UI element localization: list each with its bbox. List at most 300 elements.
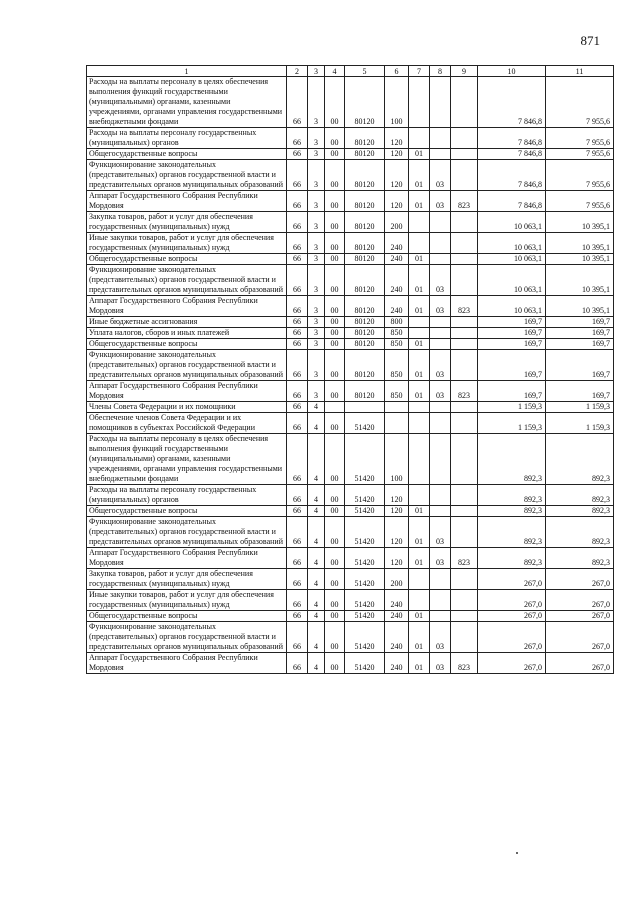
target-article-cell: 51420 <box>345 485 385 506</box>
section-cell: 01 <box>409 265 430 296</box>
row-name-cell: Общегосударственные вопросы <box>87 506 287 517</box>
section-code-cell: 3 <box>308 191 325 212</box>
amount-year1-cell: 267,0 <box>478 611 546 622</box>
section-code-cell: 4 <box>308 569 325 590</box>
table-row <box>87 191 614 212</box>
table-row <box>87 233 614 254</box>
row-name-cell: Функционирование законодательных (представительных) органов государственной власти и представительных органов муниципальных образований <box>87 350 287 381</box>
ministry-code-cell: 823 <box>451 548 478 569</box>
section-code-cell: 4 <box>308 548 325 569</box>
target-article-cell: 80120 <box>345 339 385 350</box>
section-code-cell: 3 <box>308 149 325 160</box>
page-number: 871 <box>580 33 600 48</box>
admin-code-cell: 66 <box>287 233 308 254</box>
expense-type-cell: 240 <box>385 233 409 254</box>
admin-code-cell: 66 <box>287 339 308 350</box>
amount-year2-cell: 169,7 <box>546 381 614 402</box>
expense-type-cell <box>385 413 409 434</box>
row-name-cell: Функционирование законодательных (представительных) органов государственной власти и представительных органов муниципальных образований <box>87 160 287 191</box>
amount-year1-cell: 892,3 <box>478 548 546 569</box>
admin-code-cell: 66 <box>287 317 308 328</box>
subsection-code-cell: 00 <box>325 548 345 569</box>
amount-year1-cell: 7 846,8 <box>478 149 546 160</box>
subsection-code-cell: 00 <box>325 506 345 517</box>
expense-type-cell: 120 <box>385 548 409 569</box>
amount-year2-cell: 267,0 <box>546 611 614 622</box>
expense-type-cell: 850 <box>385 381 409 402</box>
subsection-code-cell: 00 <box>325 233 345 254</box>
amount-year1-cell: 10 063,1 <box>478 254 546 265</box>
expense-type-cell: 240 <box>385 590 409 611</box>
subsection-cell <box>430 317 451 328</box>
target-article-cell: 80120 <box>345 160 385 191</box>
admin-code-cell: 66 <box>287 653 308 674</box>
table-row <box>87 317 614 328</box>
row-name-cell: Общегосударственные вопросы <box>87 149 287 160</box>
subsection-cell: 03 <box>430 381 451 402</box>
subsection-cell <box>430 611 451 622</box>
section-cell: 01 <box>409 296 430 317</box>
table-row <box>87 413 614 434</box>
expense-type-cell: 120 <box>385 485 409 506</box>
ministry-code-cell <box>451 517 478 548</box>
subsection-code-cell: 00 <box>325 149 345 160</box>
amount-year2-cell: 10 395,1 <box>546 265 614 296</box>
admin-code-cell: 66 <box>287 265 308 296</box>
table-row <box>87 339 614 350</box>
expense-type-cell: 120 <box>385 149 409 160</box>
target-article-cell: 80120 <box>345 128 385 149</box>
row-name-cell: Обеспечение членов Совета Федерации и их помощников в субъектах Российской Федерации <box>87 413 287 434</box>
table-row <box>87 653 614 674</box>
expense-type-cell: 200 <box>385 212 409 233</box>
amount-year1-cell: 7 846,8 <box>478 191 546 212</box>
row-name-cell: Функционирование законодательных (представительных) органов государственной власти и представительных органов муниципальных образований <box>87 622 287 653</box>
subsection-code-cell: 00 <box>325 653 345 674</box>
section-cell <box>409 317 430 328</box>
section-cell: 01 <box>409 653 430 674</box>
table-row <box>87 506 614 517</box>
row-name-cell: Закупка товаров, работ и услуг для обеспечения государственных (муниципальных) нужд <box>87 569 287 590</box>
ministry-code-cell <box>451 413 478 434</box>
section-cell <box>409 212 430 233</box>
ministry-code-cell <box>451 339 478 350</box>
amount-year1-cell: 1 159,3 <box>478 413 546 434</box>
ministry-code-cell <box>451 77 478 128</box>
section-code-cell: 4 <box>308 590 325 611</box>
amount-year2-cell: 10 395,1 <box>546 254 614 265</box>
target-article-cell: 80120 <box>345 77 385 128</box>
section-code-cell: 3 <box>308 77 325 128</box>
column-header: 1 <box>87 66 287 77</box>
target-article-cell: 80120 <box>345 265 385 296</box>
amount-year2-cell: 169,7 <box>546 317 614 328</box>
row-name-cell: Закупка товаров, работ и услуг для обеспечения государственных (муниципальных) нужд <box>87 212 287 233</box>
section-cell: 01 <box>409 611 430 622</box>
ministry-code-cell <box>451 317 478 328</box>
amount-year1-cell: 169,7 <box>478 317 546 328</box>
subsection-code-cell: 00 <box>325 611 345 622</box>
subsection-code-cell: 00 <box>325 328 345 339</box>
section-cell <box>409 569 430 590</box>
section-cell <box>409 402 430 413</box>
admin-code-cell: 66 <box>287 160 308 191</box>
column-header: 6 <box>385 66 409 77</box>
expense-type-cell: 240 <box>385 622 409 653</box>
subsection-code-cell: 00 <box>325 77 345 128</box>
admin-code-cell: 66 <box>287 149 308 160</box>
amount-year1-cell: 169,7 <box>478 339 546 350</box>
section-cell: 01 <box>409 517 430 548</box>
amount-year1-cell: 1 159,3 <box>478 402 546 413</box>
amount-year2-cell: 7 955,6 <box>546 160 614 191</box>
expense-type-cell <box>385 402 409 413</box>
section-cell <box>409 128 430 149</box>
amount-year2-cell: 267,0 <box>546 590 614 611</box>
row-name-cell: Аппарат Государственного Собрания Республики Мордовия <box>87 191 287 212</box>
amount-year1-cell: 169,7 <box>478 328 546 339</box>
admin-code-cell: 66 <box>287 590 308 611</box>
ministry-code-cell <box>451 350 478 381</box>
section-code-cell: 4 <box>308 434 325 485</box>
subsection-cell <box>430 434 451 485</box>
column-header: 11 <box>546 66 614 77</box>
amount-year1-cell: 267,0 <box>478 590 546 611</box>
table-row <box>87 622 614 653</box>
admin-code-cell: 66 <box>287 212 308 233</box>
ministry-code-cell <box>451 254 478 265</box>
expense-type-cell: 200 <box>385 569 409 590</box>
subsection-cell: 03 <box>430 622 451 653</box>
table-row <box>87 212 614 233</box>
section-code-cell: 3 <box>308 350 325 381</box>
subsection-cell <box>430 212 451 233</box>
subsection-code-cell <box>325 402 345 413</box>
subsection-cell <box>430 590 451 611</box>
table-row <box>87 485 614 506</box>
expense-type-cell: 240 <box>385 254 409 265</box>
section-cell: 01 <box>409 381 430 402</box>
table-row <box>87 402 614 413</box>
amount-year2-cell: 7 955,6 <box>546 191 614 212</box>
subsection-cell <box>430 328 451 339</box>
amount-year2-cell: 7 955,6 <box>546 128 614 149</box>
expense-type-cell: 850 <box>385 350 409 381</box>
table-row <box>87 149 614 160</box>
section-cell: 01 <box>409 548 430 569</box>
subsection-cell <box>430 254 451 265</box>
amount-year1-cell: 892,3 <box>478 434 546 485</box>
amount-year1-cell: 7 846,8 <box>478 160 546 191</box>
expense-type-cell: 100 <box>385 434 409 485</box>
expense-type-cell: 240 <box>385 296 409 317</box>
table-row <box>87 160 614 191</box>
row-name-cell: Аппарат Государственного Собрания Республики Мордовия <box>87 653 287 674</box>
ministry-code-cell: 823 <box>451 381 478 402</box>
admin-code-cell: 66 <box>287 77 308 128</box>
amount-year2-cell: 267,0 <box>546 653 614 674</box>
subsection-code-cell: 00 <box>325 517 345 548</box>
target-article-cell: 80120 <box>345 254 385 265</box>
target-article-cell: 51420 <box>345 611 385 622</box>
row-name-cell: Расходы на выплаты персоналу государственных (муниципальных) органов <box>87 485 287 506</box>
ministry-code-cell <box>451 149 478 160</box>
amount-year2-cell: 169,7 <box>546 339 614 350</box>
amount-year2-cell: 7 955,6 <box>546 149 614 160</box>
column-header: 9 <box>451 66 478 77</box>
subsection-code-cell: 00 <box>325 413 345 434</box>
section-code-cell: 3 <box>308 296 325 317</box>
subsection-code-cell: 00 <box>325 350 345 381</box>
table-row <box>87 611 614 622</box>
target-article-cell: 51420 <box>345 590 385 611</box>
section-cell <box>409 434 430 485</box>
row-name-cell: Аппарат Государственного Собрания Республики Мордовия <box>87 548 287 569</box>
amount-year2-cell: 10 395,1 <box>546 212 614 233</box>
admin-code-cell: 66 <box>287 328 308 339</box>
table-row <box>87 77 614 128</box>
subsection-cell: 03 <box>430 517 451 548</box>
subsection-code-cell: 00 <box>325 212 345 233</box>
subsection-code-cell: 00 <box>325 254 345 265</box>
admin-code-cell: 66 <box>287 128 308 149</box>
ministry-code-cell <box>451 233 478 254</box>
admin-code-cell: 66 <box>287 548 308 569</box>
section-code-cell: 4 <box>308 611 325 622</box>
scan-speck <box>516 852 518 854</box>
admin-code-cell: 66 <box>287 611 308 622</box>
amount-year1-cell: 169,7 <box>478 350 546 381</box>
admin-code-cell: 66 <box>287 622 308 653</box>
subsection-cell <box>430 339 451 350</box>
ministry-code-cell <box>451 434 478 485</box>
subsection-cell <box>430 569 451 590</box>
amount-year1-cell: 7 846,8 <box>478 128 546 149</box>
admin-code-cell: 66 <box>287 296 308 317</box>
ministry-code-cell <box>451 569 478 590</box>
expense-type-cell: 120 <box>385 191 409 212</box>
subsection-cell <box>430 233 451 254</box>
target-article-cell: 80120 <box>345 233 385 254</box>
table-row <box>87 254 614 265</box>
amount-year1-cell: 10 063,1 <box>478 233 546 254</box>
subsection-cell: 03 <box>430 191 451 212</box>
subsection-code-cell: 00 <box>325 265 345 296</box>
section-cell <box>409 413 430 434</box>
row-name-cell: Функционирование законодательных (представительных) органов государственной власти и представительных органов муниципальных образований <box>87 517 287 548</box>
row-name-cell: Иные бюджетные ассигнования <box>87 317 287 328</box>
section-cell: 01 <box>409 506 430 517</box>
section-code-cell: 3 <box>308 265 325 296</box>
admin-code-cell: 66 <box>287 191 308 212</box>
amount-year2-cell: 267,0 <box>546 569 614 590</box>
admin-code-cell: 66 <box>287 506 308 517</box>
amount-year2-cell: 892,3 <box>546 548 614 569</box>
section-cell: 01 <box>409 622 430 653</box>
subsection-cell: 03 <box>430 350 451 381</box>
section-code-cell: 3 <box>308 317 325 328</box>
row-name-cell: Расходы на выплаты персоналу государственных (муниципальных) органов <box>87 128 287 149</box>
ministry-code-cell: 823 <box>451 191 478 212</box>
subsection-cell <box>430 413 451 434</box>
amount-year1-cell: 169,7 <box>478 381 546 402</box>
table-row <box>87 548 614 569</box>
row-name-cell: Иные закупки товаров, работ и услуг для обеспечения государственных (муниципальных) нужд <box>87 233 287 254</box>
ministry-code-cell <box>451 265 478 296</box>
admin-code-cell: 66 <box>287 381 308 402</box>
row-name-cell: Общегосударственные вопросы <box>87 254 287 265</box>
expense-type-cell: 100 <box>385 77 409 128</box>
admin-code-cell: 66 <box>287 434 308 485</box>
subsection-cell <box>430 485 451 506</box>
target-article-cell: 80120 <box>345 381 385 402</box>
ministry-code-cell <box>451 128 478 149</box>
section-code-cell: 3 <box>308 160 325 191</box>
target-article-cell: 51420 <box>345 517 385 548</box>
ministry-code-cell <box>451 506 478 517</box>
subsection-code-cell: 00 <box>325 160 345 191</box>
target-article-cell: 80120 <box>345 296 385 317</box>
section-cell <box>409 485 430 506</box>
column-header: 7 <box>409 66 430 77</box>
budget-table <box>86 65 614 674</box>
row-name-cell: Функционирование законодательных (представительных) органов государственной власти и представительных органов муниципальных образований <box>87 265 287 296</box>
expense-type-cell: 120 <box>385 506 409 517</box>
subsection-code-cell: 00 <box>325 296 345 317</box>
target-article-cell: 51420 <box>345 548 385 569</box>
section-code-cell: 4 <box>308 517 325 548</box>
table-row <box>87 590 614 611</box>
expense-type-cell: 120 <box>385 517 409 548</box>
ministry-code-cell <box>451 485 478 506</box>
expense-type-cell: 850 <box>385 339 409 350</box>
amount-year1-cell: 267,0 <box>478 622 546 653</box>
amount-year1-cell: 7 846,8 <box>478 77 546 128</box>
table-row <box>87 517 614 548</box>
column-header: 3 <box>308 66 325 77</box>
amount-year2-cell: 892,3 <box>546 434 614 485</box>
amount-year2-cell: 892,3 <box>546 517 614 548</box>
row-name-cell: Члены Совета Федерации и их помощники <box>87 402 287 413</box>
subsection-cell: 03 <box>430 653 451 674</box>
admin-code-cell: 66 <box>287 485 308 506</box>
amount-year2-cell: 169,7 <box>546 328 614 339</box>
ministry-code-cell: 823 <box>451 653 478 674</box>
section-cell <box>409 328 430 339</box>
section-code-cell: 4 <box>308 622 325 653</box>
subsection-cell: 03 <box>430 160 451 191</box>
ministry-code-cell <box>451 328 478 339</box>
expense-type-cell: 240 <box>385 653 409 674</box>
expense-type-cell: 850 <box>385 328 409 339</box>
subsection-code-cell: 00 <box>325 622 345 653</box>
row-name-cell: Уплата налогов, сборов и иных платежей <box>87 328 287 339</box>
subsection-cell: 03 <box>430 548 451 569</box>
row-name-cell: Иные закупки товаров, работ и услуг для обеспечения государственных (муниципальных) нужд <box>87 590 287 611</box>
subsection-cell: 03 <box>430 296 451 317</box>
subsection-code-cell: 00 <box>325 191 345 212</box>
section-cell: 01 <box>409 149 430 160</box>
section-code-cell: 3 <box>308 128 325 149</box>
section-code-cell: 4 <box>308 402 325 413</box>
target-article-cell: 51420 <box>345 506 385 517</box>
subsection-cell <box>430 149 451 160</box>
ministry-code-cell <box>451 402 478 413</box>
expense-type-cell: 120 <box>385 160 409 191</box>
amount-year2-cell: 10 395,1 <box>546 296 614 317</box>
amount-year1-cell: 892,3 <box>478 485 546 506</box>
subsection-cell: 03 <box>430 265 451 296</box>
expense-type-cell: 240 <box>385 611 409 622</box>
table-row <box>87 128 614 149</box>
row-name-cell: Расходы на выплаты персоналу в целях обеспечения выполнения функций государственными (муниципальными) органами, казенными учреждениями, органами управления государственными внебюджетными фондами <box>87 77 287 128</box>
expense-type-cell: 240 <box>385 265 409 296</box>
amount-year2-cell: 1 159,3 <box>546 402 614 413</box>
section-cell: 01 <box>409 191 430 212</box>
ministry-code-cell <box>451 622 478 653</box>
table-body <box>87 66 614 674</box>
subsection-cell <box>430 128 451 149</box>
section-code-cell: 3 <box>308 254 325 265</box>
target-article-cell: 51420 <box>345 434 385 485</box>
subsection-code-cell: 00 <box>325 317 345 328</box>
amount-year1-cell: 10 063,1 <box>478 265 546 296</box>
section-code-cell: 4 <box>308 413 325 434</box>
section-cell: 01 <box>409 350 430 381</box>
target-article-cell: 80120 <box>345 212 385 233</box>
ministry-code-cell: 823 <box>451 296 478 317</box>
row-name-cell: Аппарат Государственного Собрания Республики Мордовия <box>87 381 287 402</box>
expense-type-cell: 120 <box>385 128 409 149</box>
amount-year1-cell: 10 063,1 <box>478 296 546 317</box>
section-cell: 01 <box>409 254 430 265</box>
section-code-cell: 3 <box>308 328 325 339</box>
amount-year2-cell: 1 159,3 <box>546 413 614 434</box>
column-header: 5 <box>345 66 385 77</box>
amount-year2-cell: 169,7 <box>546 350 614 381</box>
target-article-cell <box>345 402 385 413</box>
subsection-code-cell: 00 <box>325 569 345 590</box>
column-header: 4 <box>325 66 345 77</box>
section-code-cell: 3 <box>308 233 325 254</box>
subsection-code-cell: 00 <box>325 590 345 611</box>
admin-code-cell: 66 <box>287 350 308 381</box>
section-code-cell: 3 <box>308 381 325 402</box>
amount-year2-cell: 267,0 <box>546 622 614 653</box>
table-row <box>87 569 614 590</box>
admin-code-cell: 66 <box>287 569 308 590</box>
table-row <box>87 296 614 317</box>
subsection-cell <box>430 77 451 128</box>
subsection-code-cell: 00 <box>325 434 345 485</box>
target-article-cell: 51420 <box>345 622 385 653</box>
amount-year2-cell: 892,3 <box>546 506 614 517</box>
table-row <box>87 265 614 296</box>
column-header: 8 <box>430 66 451 77</box>
table-header-row <box>87 66 614 77</box>
target-article-cell: 80120 <box>345 149 385 160</box>
subsection-cell <box>430 402 451 413</box>
column-header: 2 <box>287 66 308 77</box>
target-article-cell: 80120 <box>345 328 385 339</box>
admin-code-cell: 66 <box>287 254 308 265</box>
admin-code-cell: 66 <box>287 402 308 413</box>
ministry-code-cell <box>451 160 478 191</box>
section-cell: 01 <box>409 339 430 350</box>
subsection-code-cell: 00 <box>325 381 345 402</box>
amount-year1-cell: 892,3 <box>478 517 546 548</box>
section-code-cell: 4 <box>308 506 325 517</box>
